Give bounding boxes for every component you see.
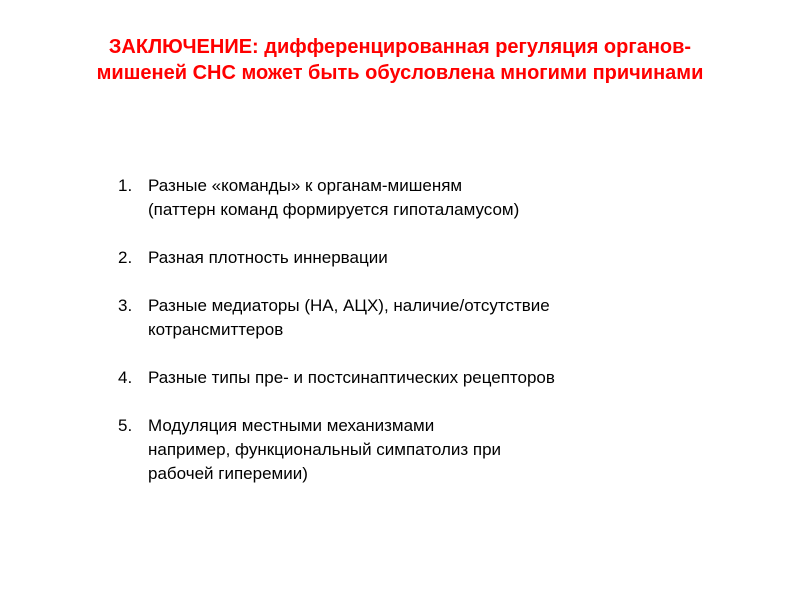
item-text <box>148 246 388 270</box>
title-line-1: ЗАКЛЮЧЕНИЕ: дифференцированная регуляция органов- <box>108 36 692 58</box>
list-item <box>118 294 758 342</box>
item-text <box>148 294 550 342</box>
reasons-list <box>118 174 758 510</box>
item-line: Разные медиаторы (НА, АЦХ), наличие/отсутствие <box>148 296 550 315</box>
list-item <box>118 366 758 390</box>
item-line: например, функциональный симпатолиз при <box>148 440 502 459</box>
item-text <box>148 366 555 390</box>
item-line: Модуляция местными механизмами <box>148 416 435 435</box>
item-text <box>148 174 519 222</box>
item-line: Разные «команды» к органам-мишеням <box>148 176 463 195</box>
title-line-2: мишеней СНС может быть обусловлена многими причинами <box>96 62 704 84</box>
item-number: 5. <box>118 416 133 435</box>
item-line: рабочей гиперемии) <box>148 464 308 483</box>
item-line: Разная плотность иннервации <box>148 248 388 267</box>
item-number: 3. <box>118 296 133 315</box>
item-line: котрансмиттеров <box>148 320 284 339</box>
item-line: (паттерн команд формируется гипоталамусом) <box>148 200 520 219</box>
slide-title <box>30 34 770 86</box>
item-text <box>148 414 501 486</box>
list-item <box>118 414 758 486</box>
list-item <box>118 174 758 222</box>
item-number: 4. <box>118 368 133 387</box>
item-number: 1. <box>118 176 133 195</box>
item-line: Разные типы пре- и постсинаптических рецепторов <box>148 368 555 387</box>
list-item <box>118 246 758 270</box>
item-number: 2. <box>118 248 133 267</box>
